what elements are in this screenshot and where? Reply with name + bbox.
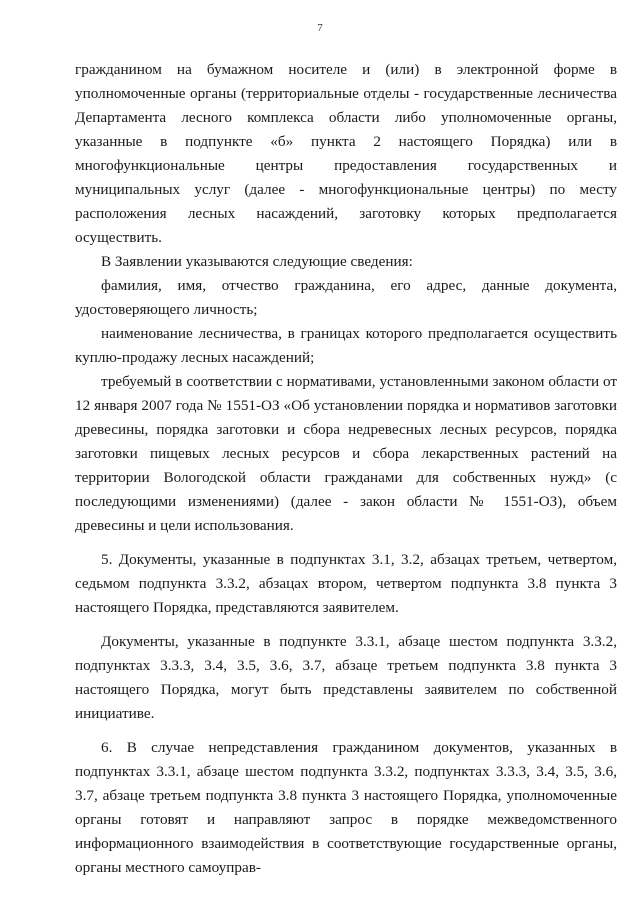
document-body <box>75 58 617 880</box>
page-number: 7 <box>317 22 323 34</box>
paragraph-item-6: 6. В случае непредставления гражданином документов, указанных в подпунктах 3.3.1, абзаце шестом подпункта 3.3.2, подпунктах 3.3.3, 3.4, 3.5, 3.6, 3.7, абзаце третьем подпункта 3.8 пункта 3 настоящего Порядка, уполномоченные органы готовят и направляют запрос в порядке межведомственного информационного взаимодействия в соответствующие государственные органы, органы местного самоуправ- <box>75 739 617 876</box>
paragraph-forestry-name: наименование лесничества, в границах которого предполагается осуществить куплю-продажу лесных насаждений; <box>75 325 617 366</box>
paragraph-wood-volume: требуемый в соответствии с нормативами, установленными законом области от 12 января 2007 года № 1551-ОЗ «Об установлении порядка и нормативов заготовки древесины, порядка заготовки и сбора недревесных лесных ресурсов, порядка заготовки пищевых лесных ресурсов и сбора лекарственных растений на территории Вологодской области гражданами для собственных нужд» (с последующими изменениями) (далее - закон области № 1551-ОЗ), объем древесины и цели использования. <box>75 373 617 534</box>
paragraph-optional-documents: Документы, указанные в подпункте 3.3.1, абзаце шестом подпункта 3.3.2, подпунктах 3.3.3, 3.4, 3.5, 3.6, 3.7, абзаце третьем подпункта 3.8 пункта 3 настоящего Порядка, могут быть представлены заявителем по собственной инициативе. <box>75 633 617 722</box>
paragraph-application-intro: В Заявлении указываются следующие сведения: <box>101 253 413 270</box>
paragraph-continuation: гражданином на бумажном носителе и (или) в электронной форме в уполномоченные органы (территориальные отделы - государственные лесничества Департамента лесного комплекса области либо уполномоченные органы, указанные в подпункте «б» пункта 2 настоящего Порядка) или в многофункциональные центры предоставления государственных и муниципальных услуг (далее - многофункциональные центры) по месту расположения лесных насаждений, заготовку которых предполагается осуществить. <box>75 61 617 246</box>
paragraph-applicant-name: фамилия, имя, отчество гражданина, его адрес, данные документа, удостоверяющего личность; <box>75 277 617 318</box>
paragraph-item-5: 5. Документы, указанные в подпунктах 3.1, 3.2, абзацах третьем, четвертом, седьмом подпункта 3.3.2, абзацах втором, четвертом подпункта 3.8 пункта 3 настоящего Порядка, представляются заявителем. <box>75 551 617 616</box>
